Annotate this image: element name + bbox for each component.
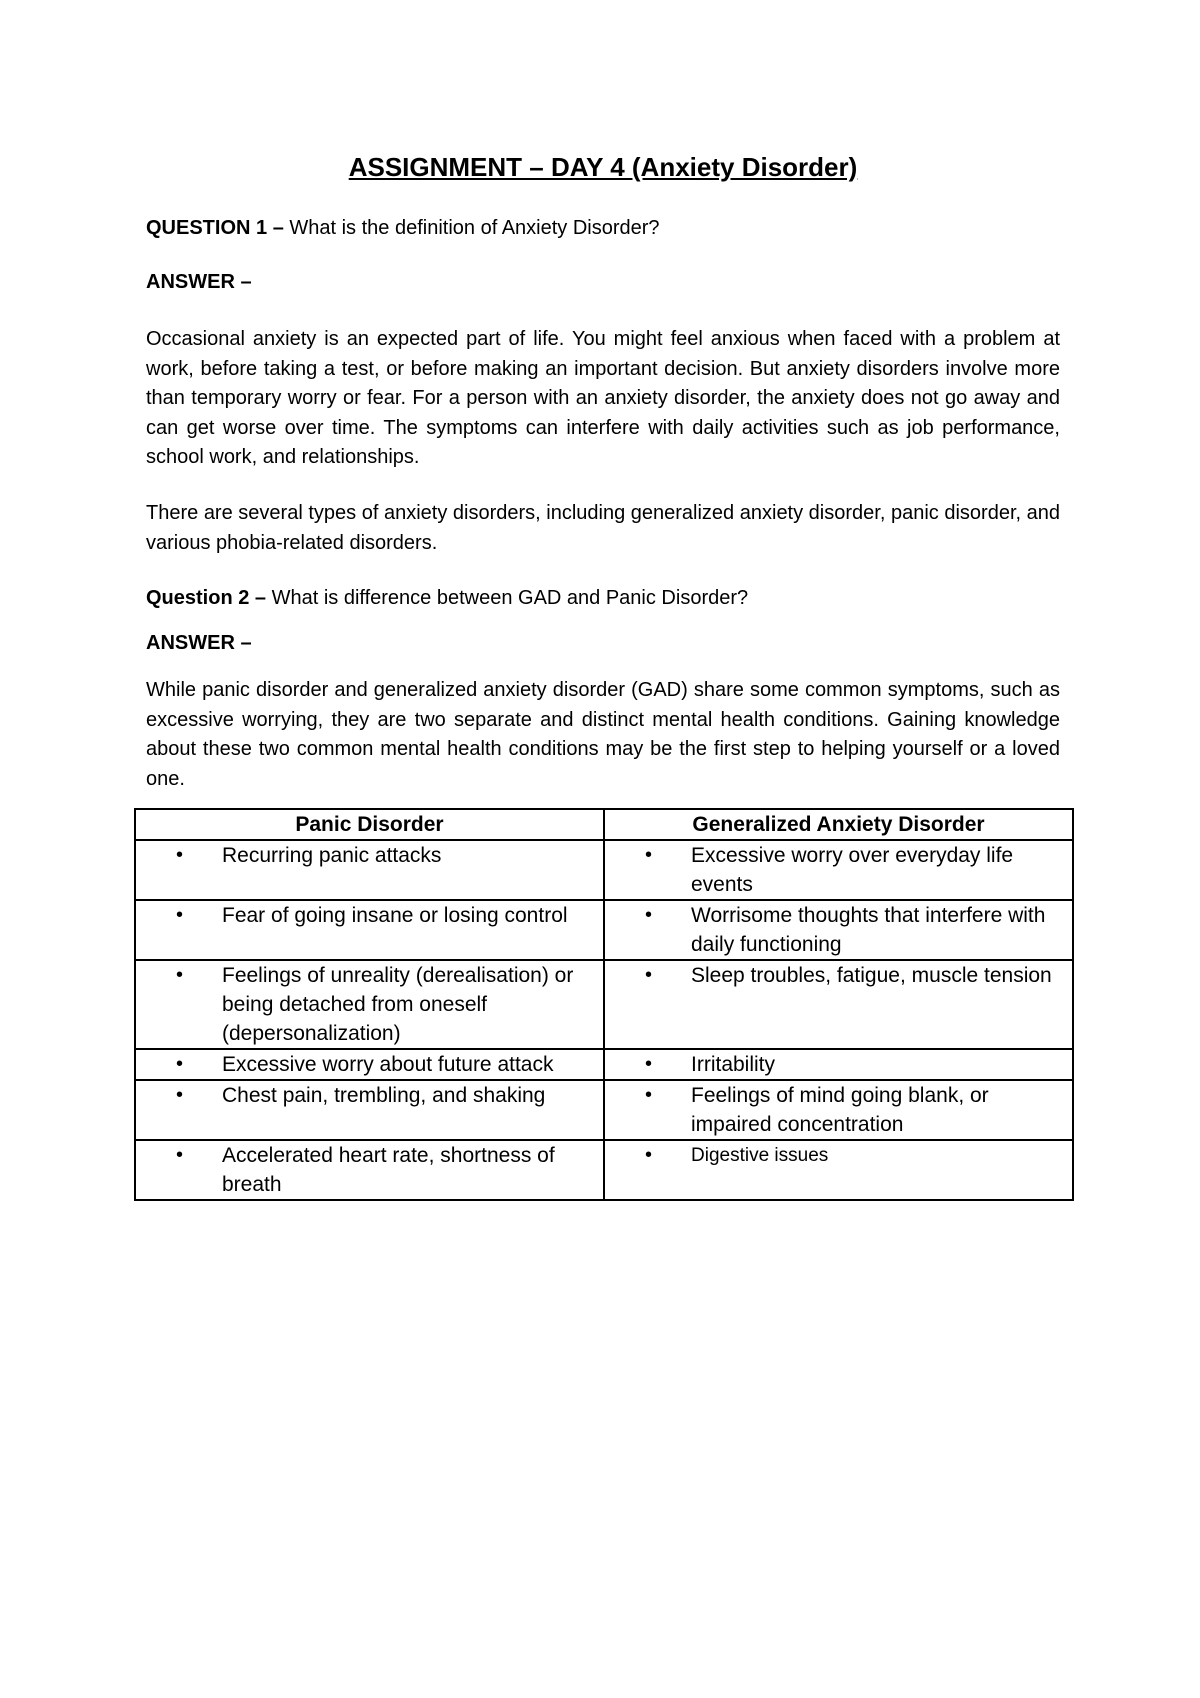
table-cell — [135, 1140, 604, 1200]
bullet-icon: • — [645, 1084, 653, 1106]
document-title: ASSIGNMENT – DAY 4 (Anxiety Disorder) — [348, 152, 858, 182]
bullet-icon: • — [176, 964, 184, 986]
header-gad: Generalized Anxiety Disorder — [604, 809, 1073, 840]
table-cell — [135, 840, 604, 900]
cell-text: Chest pain, trembling, and shaking — [222, 1084, 546, 1107]
question-2-text: What is difference between GAD and Panic Disorder? — [266, 587, 749, 609]
table-cell — [135, 1049, 604, 1080]
table-row — [135, 1140, 1073, 1200]
bullet-icon: • — [645, 844, 653, 866]
cell-text: Irritability — [691, 1053, 776, 1076]
bullet-icon: • — [176, 1144, 184, 1166]
cell-text: Recurring panic attacks — [222, 844, 442, 867]
cell-text: Feelings of unreality (derealisation) or being detached from oneself (depersonalization) — [222, 964, 574, 1045]
cell-text: Sleep troubles, fatigue, muscle tension — [691, 964, 1052, 987]
table-row — [135, 900, 1073, 960]
answer-1-label: ANSWER – — [146, 271, 252, 293]
answer-2-label: ANSWER – — [146, 632, 252, 654]
table-cell — [604, 1140, 1073, 1200]
answer-1-paragraph-2: There are several types of anxiety disorders, including generalized anxiety disorder, panic disorder, and various phobia-related disorders. — [146, 502, 1060, 554]
bullet-icon: • — [645, 1053, 653, 1075]
cell-text: Digestive issues — [691, 1145, 829, 1166]
table-row — [135, 1080, 1073, 1140]
bullet-icon: • — [176, 1053, 184, 1075]
table-row — [135, 960, 1073, 1049]
table-header-row — [135, 809, 1073, 840]
cell-text: Excessive worry about future attack — [222, 1053, 554, 1076]
table-cell — [135, 960, 604, 1049]
table-cell — [604, 900, 1073, 960]
table-row — [135, 840, 1073, 900]
table-cell — [604, 1080, 1073, 1140]
cell-text: Fear of going insane or losing control — [222, 904, 568, 927]
table-cell — [604, 840, 1073, 900]
bullet-icon: • — [645, 964, 653, 986]
cell-text: Accelerated heart rate, shortness of breath — [222, 1144, 555, 1196]
table-cell — [604, 1049, 1073, 1080]
question-1-label: QUESTION 1 – — [146, 217, 284, 239]
bullet-icon: • — [176, 904, 184, 926]
question-1-text: What is the definition of Anxiety Disorder? — [283, 217, 660, 239]
table-cell — [135, 1080, 604, 1140]
header-panic-disorder: Panic Disorder — [135, 809, 604, 840]
question-1 — [146, 214, 1060, 242]
cell-text: Feelings of mind going blank, or impaired concentration — [691, 1084, 989, 1136]
cell-text: Excessive worry over everyday life events — [691, 844, 1014, 896]
table-row — [135, 1049, 1073, 1080]
question-2 — [146, 584, 1060, 612]
table-cell — [604, 960, 1073, 1049]
cell-text: Worrisome thoughts that interfere with daily functioning — [691, 904, 1046, 956]
answer-1-paragraph-1: Occasional anxiety is an expected part of life. You might feel anxious when faced with a problem at work, before taking a test, or before making an important decision. But anxiety disorders involve more than temporary worry or fear. For a person with an anxiety disorder, the anxiety does not go away and can get worse over time. The symptoms can interfere with daily activities such as job performance, school work, and relationships. — [146, 328, 1060, 468]
bullet-icon: • — [645, 904, 653, 926]
table-cell — [135, 900, 604, 960]
bullet-icon: • — [176, 844, 184, 866]
comparison-table — [134, 808, 1074, 1201]
bullet-icon: • — [645, 1144, 653, 1166]
bullet-icon: • — [176, 1084, 184, 1106]
answer-2-paragraph: While panic disorder and generalized anxiety disorder (GAD) share some common symptoms, such as excessive worrying, they are two separate and distinct mental health conditions. Gaining knowledge about these two common mental health conditions may be the first step to helping yourself or a loved one. — [146, 679, 1060, 790]
question-2-label: Question 2 – — [146, 587, 267, 609]
